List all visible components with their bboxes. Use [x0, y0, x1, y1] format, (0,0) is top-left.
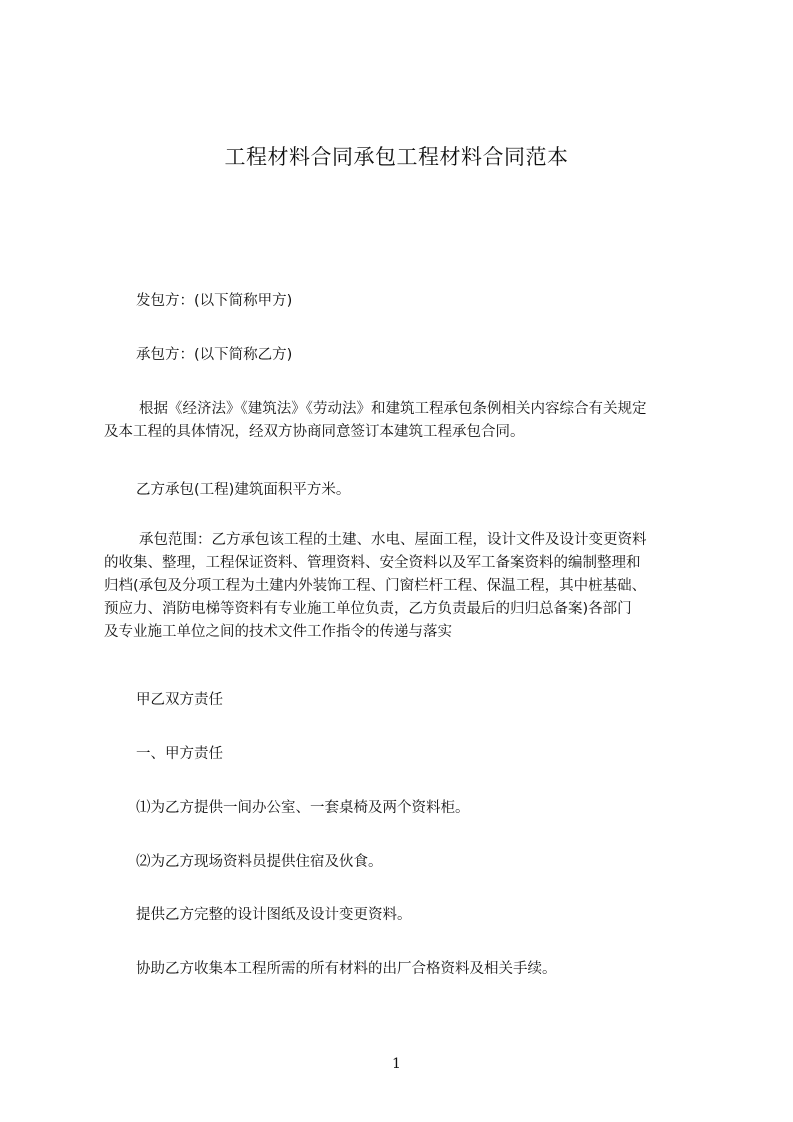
employer-line: 发包方：(以下简称甲方) — [136, 293, 293, 309]
party-a-item-2: ⑵为乙方现场资料员提供住宿及伙食。 — [136, 854, 383, 870]
basis-paragraph — [104, 398, 704, 444]
party-a-item-1: ⑴为乙方提供一间办公室、一套桌椅及两个资料柜。 — [136, 800, 470, 816]
document-title: 工程材料合同承包工程材料合同范本 — [224, 145, 569, 169]
party-a-item-3: 提供乙方完整的设计图纸及设计变更资料。 — [136, 907, 412, 923]
scope-line-2: 的收集、整理，工程保证资料、管理资料、安全资料以及军工备案资料的编制整理和 — [104, 555, 641, 571]
scope-line-1: 承包范围：乙方承包该工程的土建、水电、屋面工程，设计文件及设计变更资料 — [139, 532, 647, 548]
basis-line-2: 及本工程的具体情况，经双方协商同意签订本建筑工程承包合同。 — [104, 424, 525, 440]
responsibilities-heading: 甲乙双方责任 — [136, 692, 223, 708]
contractor-line: 承包方：(以下简称乙方) — [136, 347, 293, 363]
party-a-item-4: 协助乙方收集本工程所需的所有材料的出厂合格资料及相关手续。 — [136, 961, 557, 977]
scope-line-4: 预应力、消防电梯等资料有专业施工单位负责，乙方负责最后的归归总备案)各部门 — [104, 601, 632, 617]
scope-line-5: 及专业施工单位之间的技术文件工作指令的传递与落实 — [104, 624, 452, 640]
scope-line-3: 归档(承包及分项工程为土建内外装饰工程、门窗栏杆工程、保温工程，其中桩基础、 — [104, 578, 647, 594]
area-line: 乙方承包(工程)建筑面积平方米。 — [136, 482, 351, 498]
scope-paragraph — [104, 529, 704, 644]
party-a-heading: 一、甲方责任 — [136, 746, 223, 762]
page-number: 1 — [392, 1056, 401, 1072]
basis-line-1: 根据《经济法》《建筑法》《劳动法》和建筑工程承包条例相关内容综合有关规定 — [139, 401, 647, 417]
